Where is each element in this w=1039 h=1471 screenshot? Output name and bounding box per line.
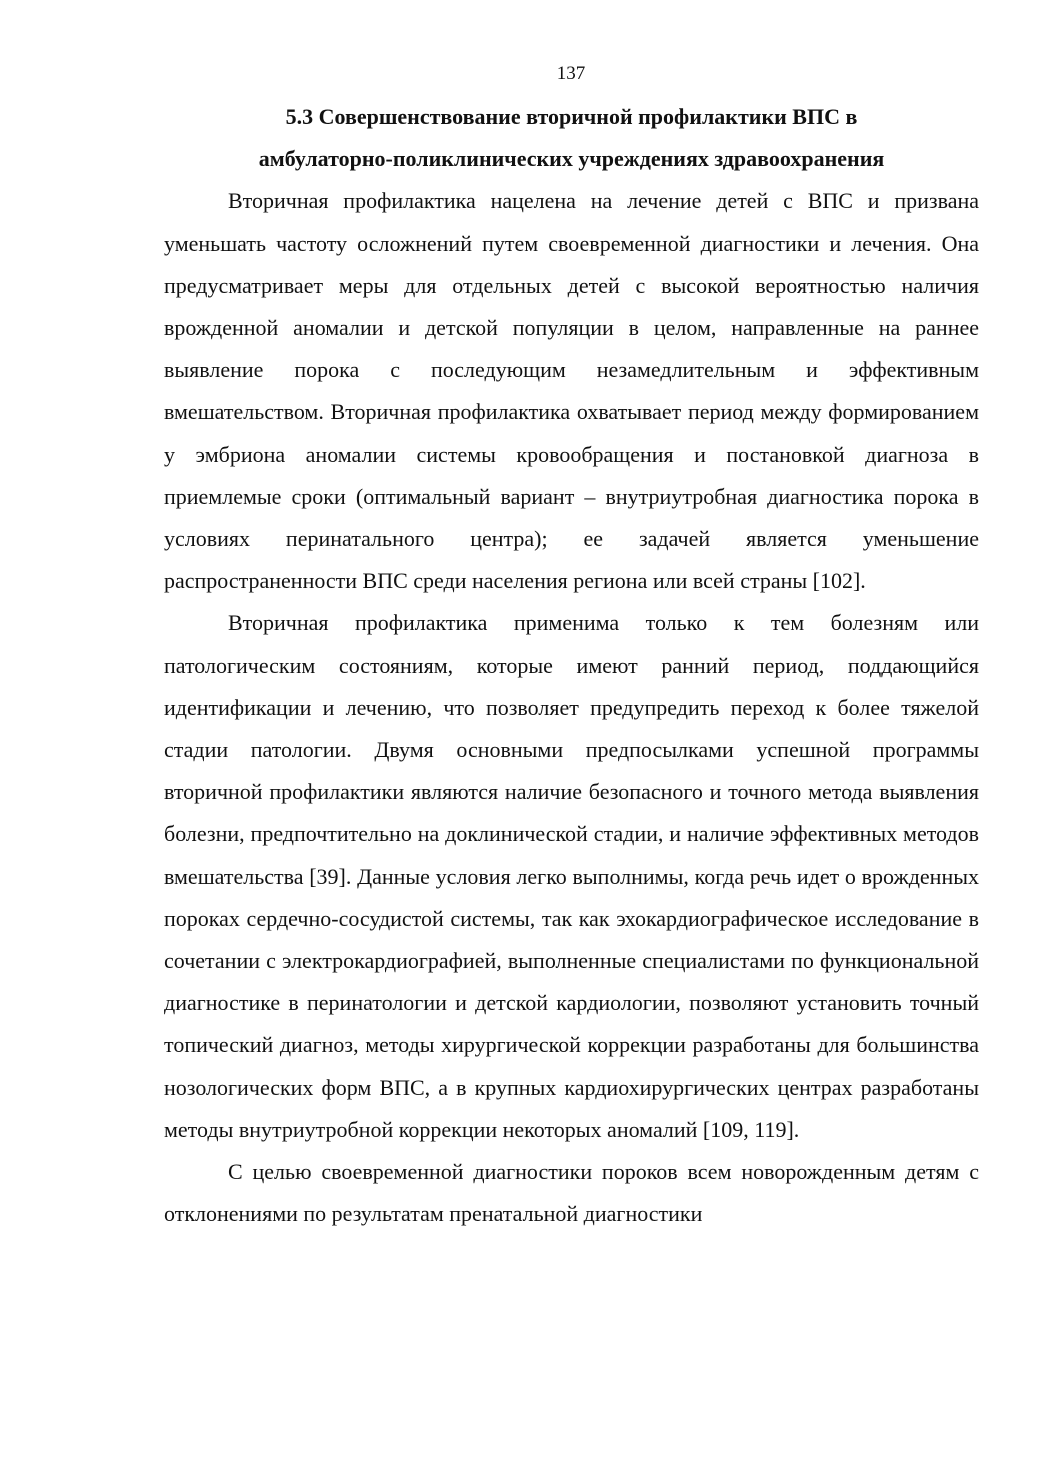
section-heading-line-2: амбулаторно-поликлинических учреждениях здравоохранения [258,146,885,172]
paragraph-1: Вторичная профилактика нацелена на лечение детей с ВПС и призвана уменьшать частоту осложнений путем своевременной диагностики и лечения. Она предусматривает меры для отдельных детей с высокой вероятностью наличия врожденной аномалии и детской популяции в целом, направленные на раннее выявление порока с последующим незамедлительным и эффективным вмешательством. Вторичная профилактика охватывает период между формированием у эмбриона аномалии системы кровообращения и постановкой диагноза в приемлемые сроки (оптимальный вариант – внутриутробная диагностика порока в условиях перинатального центра); ее задачей является уменьшение распространенности ВПС среди населения региона или всей страны [102]. [164,188,979,594]
page-body [164,96,979,1235]
section-heading-line-1: 5.3 Совершенствование вторичной профилактики ВПС в [285,104,858,129]
page-number: 137 [556,63,586,84]
paragraph-2: Вторичная профилактика применима только к тем болезням или патологическим состояниям, которые имеют ранний период, поддающийся идентификации и лечению, что позволяет предупредить переход к более тяжелой стадии патологии. Двумя основными предпосылками успешной программы вторичной профилактики являются наличие безопасного и точного метода выявления болезни, предпочтительно на доклинической стадии, и наличие эффективных методов вмешательства [39]. Данные условия легко выполнимы, когда речь идет о врожденных пороках сердечно-сосудистой системы, так как эхокардиографическое исследование в сочетании с электрокардиографией, выполненные специалистами по функциональной диагностике в перинатологии и детской кардиологии, позволяют установить точный топический диагноз, методы хирургической коррекции разработаны для большинства нозологических форм ВПС, а в крупных кардиохирургических центрах разработаны методы внутриутробной коррекции некоторых аномалий [109, 119]. [164,610,979,1142]
section-heading [164,96,979,180]
paragraph-3: С целью своевременной диагностики пороков всем новорожденным детям с отклонениями по результатам пренатальной диагностики [164,1159,979,1227]
